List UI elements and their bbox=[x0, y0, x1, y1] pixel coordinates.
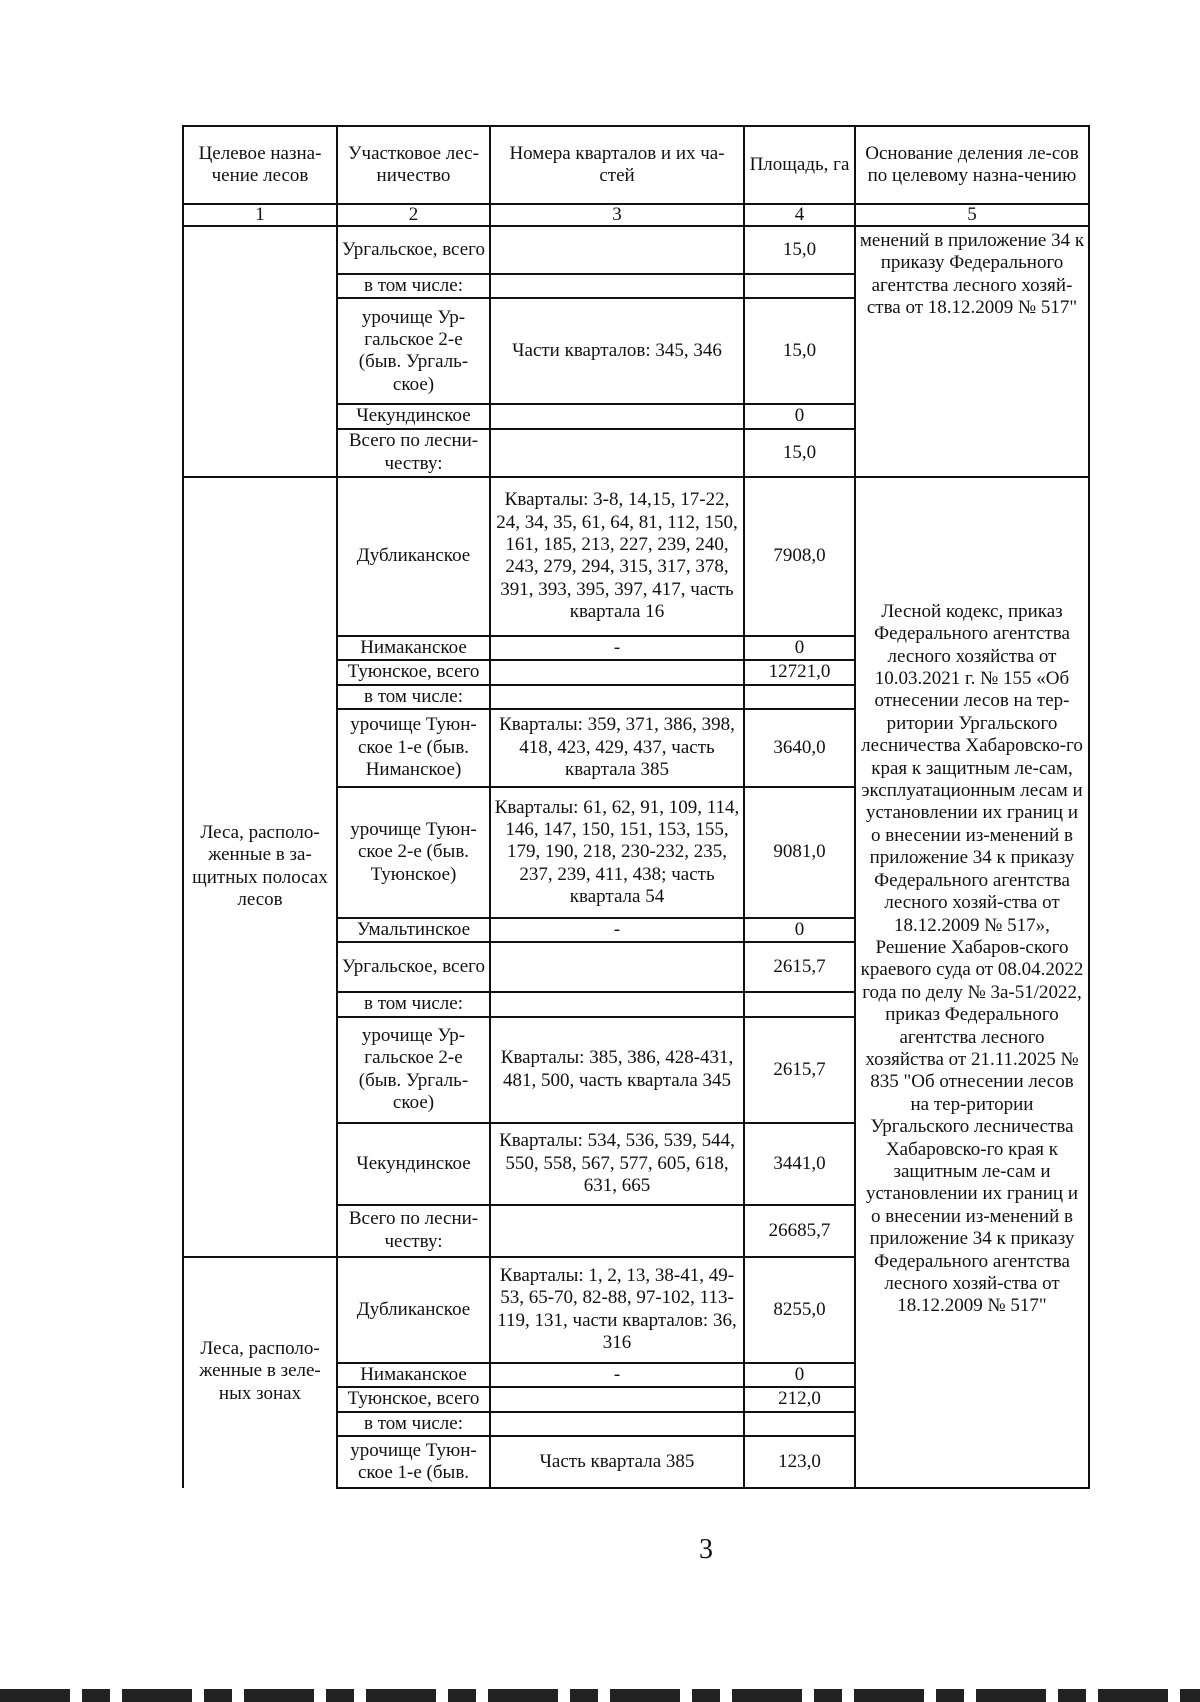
quarters-cell: - bbox=[490, 918, 744, 942]
quarters-cell: Кварталы: 1, 2, 13, 38-41, 49-53, 65-70, 82-88, 97-102, 113-119, 131, части кварталов: 36, 316 bbox=[490, 1257, 744, 1363]
header-row bbox=[183, 126, 1089, 204]
quarters-cell bbox=[490, 1205, 744, 1257]
quarters-cell: Кварталы: 3-8, 14,15, 17-22, 24, 34, 35, 61, 64, 81, 112, 150, 161, 185, 213, 227, 239, 240, 243, 279, 294, 315, 317, 378, 391, 393, 395, 397, 417, часть квартала 16 bbox=[490, 477, 744, 636]
quarters-cell bbox=[490, 685, 744, 709]
forestry-cell: в том числе: bbox=[337, 1412, 490, 1436]
forestry-cell: урочище Ур-гальское 2-е (быв. Ургаль-ское) bbox=[337, 298, 490, 404]
purpose-cell: Леса, располо-женные в за-щитных полосах лесов bbox=[183, 477, 337, 1257]
quarters-cell: - bbox=[490, 636, 744, 660]
area-cell: 123,0 bbox=[744, 1436, 855, 1488]
forestry-cell: урочище Туюн-ское 1-е (быв. Ниманское) bbox=[337, 709, 490, 787]
quarters-cell: Кварталы: 61, 62, 91, 109, 114, 146, 147, 150, 151, 153, 155, 179, 190, 218, 230-232, 235, 237, 239, 411, 438; часть квартала 54 bbox=[490, 787, 744, 918]
area-cell: 2615,7 bbox=[744, 942, 855, 992]
quarters-cell bbox=[490, 1387, 744, 1411]
quarters-cell: Кварталы: 534, 536, 539, 544, 550, 558, 567, 577, 605, 618, 631, 665 bbox=[490, 1123, 744, 1205]
column-number: 4 bbox=[744, 204, 855, 226]
purpose-cell: Леса, располо-женные в зеле-ных зонах bbox=[183, 1257, 337, 1488]
forestry-cell: Туюнское, всего bbox=[337, 1387, 490, 1411]
table-row bbox=[183, 477, 1089, 636]
quarters-cell: Кварталы: 359, 371, 386, 398, 418, 423, 429, 437, часть квартала 385 bbox=[490, 709, 744, 787]
area-cell: 15,0 bbox=[744, 429, 855, 477]
quarters-cell bbox=[490, 942, 744, 992]
area-cell: 0 bbox=[744, 636, 855, 660]
forestry-cell: Чекундинское bbox=[337, 1123, 490, 1205]
quarters-cell bbox=[490, 660, 744, 684]
header-area: Площадь, га bbox=[744, 126, 855, 204]
header-basis: Основание деления ле-сов по целевому назна-чению bbox=[855, 126, 1089, 204]
forestry-cell: в том числе: bbox=[337, 274, 490, 298]
quarters-cell bbox=[490, 992, 744, 1016]
header-quarters: Номера кварталов и их ча-стей bbox=[490, 126, 744, 204]
area-cell: 0 bbox=[744, 918, 855, 942]
area-cell: 3640,0 bbox=[744, 709, 855, 787]
forest-purpose-table bbox=[182, 125, 1090, 1489]
quarters-cell: Часть квартала 385 bbox=[490, 1436, 744, 1488]
forestry-cell: Чекундинское bbox=[337, 404, 490, 428]
area-cell: 3441,0 bbox=[744, 1123, 855, 1205]
forestry-cell: в том числе: bbox=[337, 685, 490, 709]
table-row bbox=[183, 226, 1089, 274]
forestry-cell: Дубликанское bbox=[337, 477, 490, 636]
header-purpose: Целевое назна-чение лесов bbox=[183, 126, 337, 204]
area-cell bbox=[744, 1412, 855, 1436]
column-number: 5 bbox=[855, 204, 1089, 226]
basis-cell: менений в приложение 34 к приказу Федерального агентства лесного хозяй-ства от 18.12.2009 № 517" bbox=[855, 226, 1089, 477]
area-cell bbox=[744, 274, 855, 298]
basis-cell: Лесной кодекс, приказ Федерального агентства лесного хозяйства от 10.03.2021 г. № 155 «Об отнесении лесов на тер-ритории Ургальского лесничества Хабаровско-го края к защитным ле-сам, эксплуатационным лесам и установлении их границ и о внесении из-менений в приложение 34 к приказу Федерального агентства лесного хозяй-ства от 18.12.2009 № 517», Решение Хабаров-ского краевого суда от 08.04.2022 года по делу № 3а-51/2022, приказ Федерального агентства лесного хозяйства от 21.11.2025 № 835 "Об отнесении лесов на тер-ритории Ургальского лесничества Хабаровско-го края к защитным ле-сам и установлении их границ и о внесении из-менений в приложение 34 к приказу Федерального агентства лесного хозяй-ства от 18.12.2009 № 517" bbox=[855, 477, 1089, 1488]
quarters-cell: - bbox=[490, 1363, 744, 1387]
quarters-cell: Кварталы: 385, 386, 428-431, 481, 500, часть квартала 345 bbox=[490, 1017, 744, 1123]
quarters-cell bbox=[490, 404, 744, 428]
scan-edge-strip bbox=[0, 1689, 1200, 1702]
column-number: 2 bbox=[337, 204, 490, 226]
area-cell: 212,0 bbox=[744, 1387, 855, 1411]
forestry-cell: Умальтинское bbox=[337, 918, 490, 942]
column-number: 3 bbox=[490, 204, 744, 226]
quarters-cell bbox=[490, 226, 744, 274]
column-number-row bbox=[183, 204, 1089, 226]
forestry-cell: Всего по лесни-честву: bbox=[337, 1205, 490, 1257]
forestry-cell: Нимаканское bbox=[337, 1363, 490, 1387]
area-cell: 15,0 bbox=[744, 298, 855, 404]
quarters-cell: Части кварталов: 345, 346 bbox=[490, 298, 744, 404]
area-cell: 0 bbox=[744, 404, 855, 428]
forestry-cell: Туюнское, всего bbox=[337, 660, 490, 684]
forestry-cell: Нимаканское bbox=[337, 636, 490, 660]
forestry-cell: урочище Туюн-ское 1-е (быв. bbox=[337, 1436, 490, 1488]
area-cell: 8255,0 bbox=[744, 1257, 855, 1363]
area-cell: 0 bbox=[744, 1363, 855, 1387]
quarters-cell bbox=[490, 429, 744, 477]
area-cell: 7908,0 bbox=[744, 477, 855, 636]
forestry-cell: в том числе: bbox=[337, 992, 490, 1016]
quarters-cell bbox=[490, 1412, 744, 1436]
header-forestry: Участковое лес-ничество bbox=[337, 126, 490, 204]
area-cell: 12721,0 bbox=[744, 660, 855, 684]
quarters-cell bbox=[490, 274, 744, 298]
forestry-cell: урочище Туюн-ское 2-е (быв. Туюнское) bbox=[337, 787, 490, 918]
forestry-cell: урочище Ур-гальское 2-е (быв. Ургаль-ское) bbox=[337, 1017, 490, 1123]
forestry-cell: Дубликанское bbox=[337, 1257, 490, 1363]
column-number: 1 bbox=[183, 204, 337, 226]
area-cell: 26685,7 bbox=[744, 1205, 855, 1257]
area-cell: 2615,7 bbox=[744, 1017, 855, 1123]
forestry-cell: Ургальское, всего bbox=[337, 942, 490, 992]
area-cell bbox=[744, 992, 855, 1016]
area-cell bbox=[744, 685, 855, 709]
area-cell: 9081,0 bbox=[744, 787, 855, 918]
area-cell: 15,0 bbox=[744, 226, 855, 274]
page-number: 3 bbox=[699, 1534, 713, 1565]
forestry-cell: Всего по лесни-честву: bbox=[337, 429, 490, 477]
purpose-cell-empty bbox=[183, 226, 337, 477]
forestry-cell: Ургальское, всего bbox=[337, 226, 490, 274]
